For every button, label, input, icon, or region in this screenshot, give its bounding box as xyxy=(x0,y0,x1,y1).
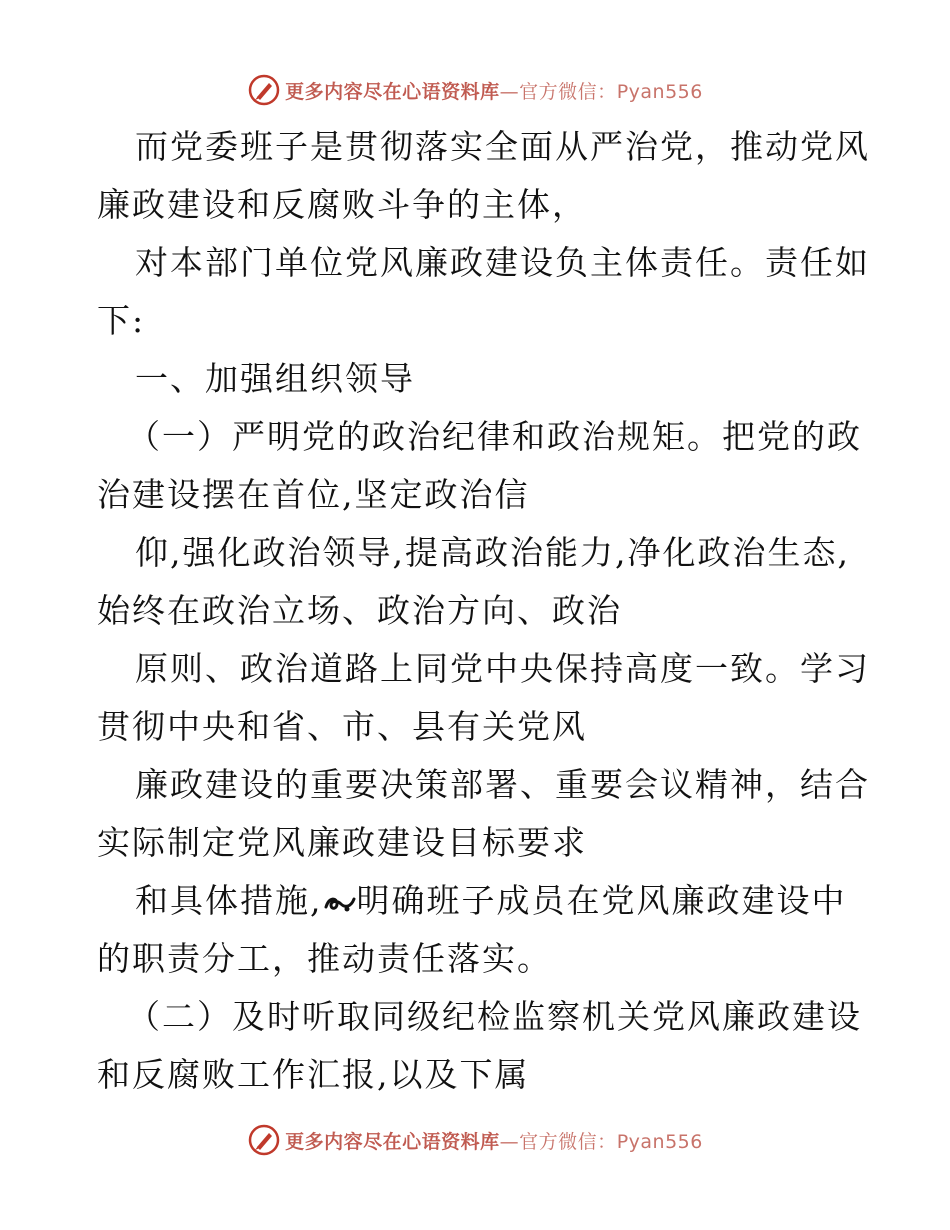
text-line xyxy=(97,872,857,930)
text-segment: 明确班子成员在党风廉政建设中 xyxy=(356,881,847,920)
text-line: 实际制定党风廉政建设目标要求 xyxy=(97,823,587,862)
pen-nib-logo-icon xyxy=(247,73,281,107)
paragraph-7 xyxy=(97,872,857,988)
paragraph-6 xyxy=(97,756,870,872)
header-wechat-id: Pyan556 xyxy=(616,80,703,103)
document-body xyxy=(97,118,870,1104)
paragraph-8 xyxy=(97,988,862,1104)
paragraph-3 xyxy=(97,408,862,524)
footer-banner xyxy=(0,1120,950,1160)
header-site-text: 更多内容尽在心语资料库 xyxy=(285,80,500,103)
paragraph-5 xyxy=(97,640,870,756)
text-line: 仰,强化政治领导,提高政治能力,净化政治生态, xyxy=(135,533,850,572)
header-separator: — xyxy=(499,80,520,103)
text-line: （一）严明党的政治纪律和政治规矩。把党的政 xyxy=(127,417,862,456)
text-line: 治建设摆在首位,坚定政治信 xyxy=(97,475,530,514)
text-segment: 和具体措施, xyxy=(135,881,323,920)
text-line: 廉政建设的重要决策部署、重要会议精神，结合 xyxy=(135,765,870,804)
flourish-icon xyxy=(323,891,357,915)
paragraph-1 xyxy=(97,118,870,234)
footer-site-text: 更多内容尽在心语资料库 xyxy=(285,1130,500,1153)
footer-wechat-label: 官方微信： xyxy=(519,1130,617,1153)
footer-banner-text xyxy=(285,1127,703,1154)
header-banner xyxy=(0,70,950,110)
paragraph-2 xyxy=(97,234,870,350)
text-line: 始终在政治立场、政治方向、政治 xyxy=(97,591,622,630)
text-line: 原则、政治道路上同党中央保持高度一致。学习 xyxy=(135,649,870,688)
footer-separator: — xyxy=(499,1130,520,1153)
text-line: 对本部门单位党风廉政建设负主体责任。责任如 xyxy=(135,243,870,282)
heading-text: 一、加强组织领导 xyxy=(135,359,415,398)
footer-wechat-id: Pyan556 xyxy=(616,1130,703,1153)
header-wechat-label: 官方微信： xyxy=(519,80,617,103)
text-line: 贯彻中央和省、市、县有关党风 xyxy=(97,707,587,746)
text-line: （二）及时听取同级纪检监察机关党风廉政建设 xyxy=(127,997,862,1036)
pen-nib-logo-icon xyxy=(247,1123,281,1157)
section-heading xyxy=(97,350,857,408)
paragraph-4 xyxy=(97,524,857,640)
header-banner-text xyxy=(285,77,703,104)
text-line: 廉政建设和反腐败斗争的主体， xyxy=(97,185,587,224)
text-line: 和反腐败工作汇报,以及下属 xyxy=(97,1055,530,1094)
text-line: 下: xyxy=(97,301,146,340)
text-line: 的职责分工，推动责任落实。 xyxy=(97,939,552,978)
text-line: 而党委班子是贯彻落实全面从严治党，推动党风 xyxy=(135,127,870,166)
